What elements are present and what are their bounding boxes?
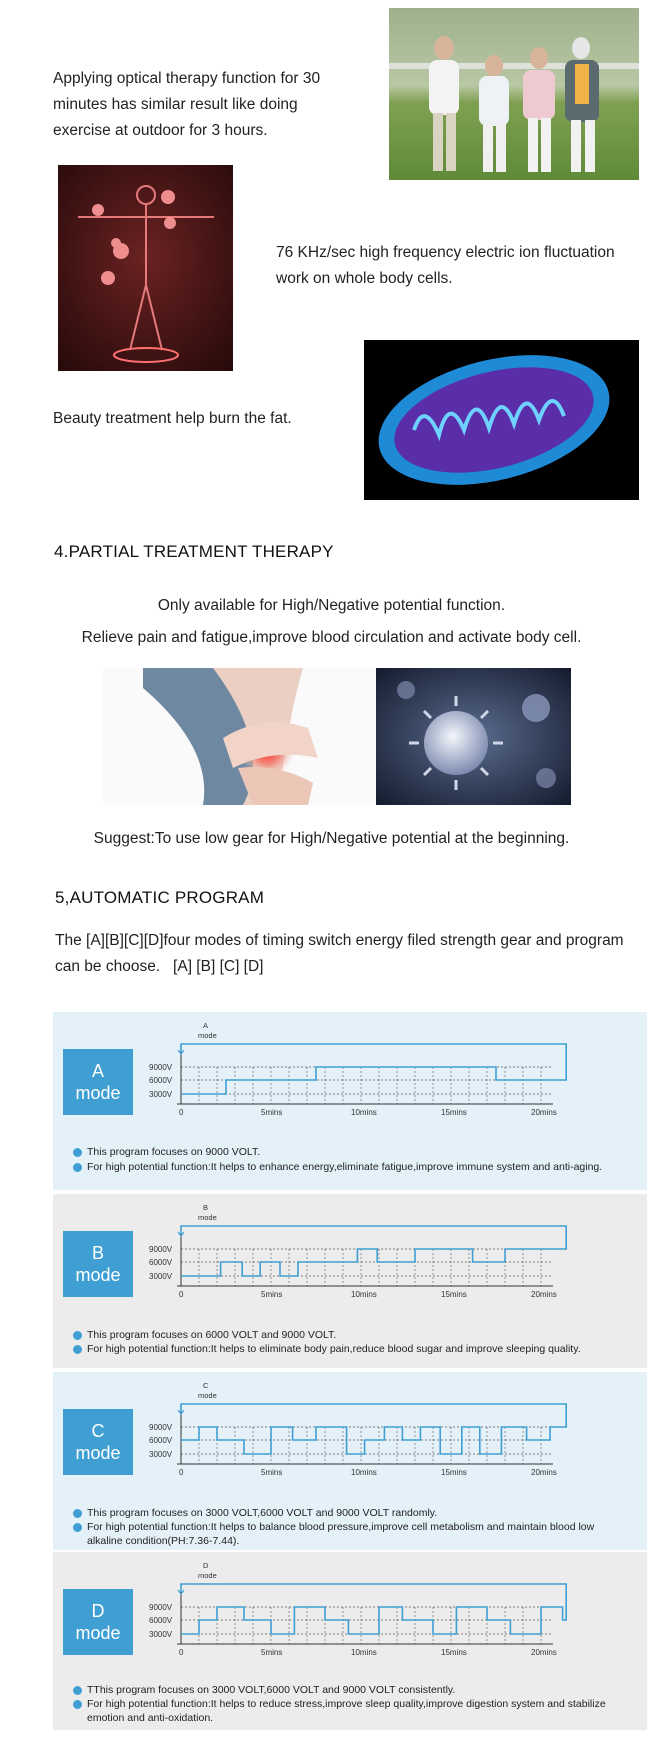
x-tick-label: 10mins xyxy=(351,1290,377,1299)
bullet-dot xyxy=(73,1345,82,1354)
mode-c-chart xyxy=(53,1372,647,1492)
waveform-series xyxy=(181,1226,566,1276)
x-tick-label: 20mins xyxy=(531,1290,557,1299)
mitochondria-illustration xyxy=(364,340,639,500)
mode-d-bullet-1: TThis program focuses on 3000 VOLT,6000 VOLT and 9000 VOLT consistently. xyxy=(87,1684,456,1696)
mode-b-bullet-1: This program focuses on 6000 VOLT and 9000 VOLT. xyxy=(87,1329,337,1341)
y-tick-label: 3000V xyxy=(149,1450,173,1459)
x-tick-label: 15mins xyxy=(441,1468,467,1477)
ion-fluctuation-text: 76 KHz/sec high frequency electric ion fluctuation work on whole body cells. xyxy=(276,244,615,287)
y-tick-label: 6000V xyxy=(149,1258,173,1267)
bullet-dot xyxy=(73,1148,82,1157)
optical-therapy-text: Applying optical therapy function for 30 minutes has similar result like doing exercise at outdoor for 3 hours. xyxy=(53,70,321,139)
x-tick-label: 20mins xyxy=(531,1648,557,1657)
x-tick-label: 5mins xyxy=(261,1290,283,1299)
bullet-dot xyxy=(73,1700,82,1709)
bullet-dot xyxy=(73,1163,82,1172)
y-tick-label: 6000V xyxy=(149,1616,173,1625)
x-tick-label: 10mins xyxy=(351,1108,377,1117)
burn-fat-text: Beauty treatment help burn the fat. xyxy=(53,410,292,427)
availability-note: Only available for High/Negative potential function. xyxy=(157,597,506,614)
waveform-series xyxy=(181,1584,566,1634)
x-tick-label: 15mins xyxy=(441,1108,467,1117)
mode-a-bullet-2: For high potential function:It helps to enhance energy,eliminate fatigue,improve immune system and anti-aging. xyxy=(87,1161,603,1173)
virus-cell-image xyxy=(376,668,571,805)
elderly-walking-photo xyxy=(389,8,639,180)
mode-d-chart xyxy=(53,1552,647,1672)
chart-mode-letter: C xyxy=(203,1381,209,1390)
mode-d-panel xyxy=(53,1552,647,1730)
x-tick-label: 5mins xyxy=(261,1648,283,1657)
y-tick-label: 6000V xyxy=(149,1436,173,1445)
bullet-dot xyxy=(73,1331,82,1340)
chart-mode-title: mode xyxy=(198,1571,217,1580)
mode-d-bullet-2: For high potential function:It helps to reduce stress,improve sleep quality,improve digestion system and stabilize emotion and anti-oxidation. xyxy=(87,1698,606,1724)
x-tick-label: 0 xyxy=(179,1468,184,1477)
y-tick-label: 6000V xyxy=(149,1076,173,1085)
x-tick-label: 20mins xyxy=(531,1468,557,1477)
x-tick-label: 5mins xyxy=(261,1468,283,1477)
chart-mode-letter: D xyxy=(203,1561,209,1570)
x-tick-label: 0 xyxy=(179,1648,184,1657)
mode-a-bullet-1: This program focuses on 9000 VOLT. xyxy=(87,1146,261,1158)
x-tick-label: 0 xyxy=(179,1108,184,1117)
suggestion-note: Suggest:To use low gear for High/Negative potential at the beginning. xyxy=(93,830,570,847)
partial-treatment-title: 4.PARTIAL TREATMENT THERAPY xyxy=(54,542,334,561)
chart-mode-title: mode xyxy=(198,1391,217,1400)
chart-mode-letter: A xyxy=(203,1021,209,1030)
mode-b-panel xyxy=(53,1194,647,1368)
waveform-series xyxy=(181,1044,566,1094)
mode-c-panel xyxy=(53,1372,647,1550)
x-tick-label: 15mins xyxy=(441,1648,467,1657)
x-tick-label: 10mins xyxy=(351,1468,377,1477)
waveform-series xyxy=(181,1404,566,1454)
mode-a-badge-letter: A xyxy=(91,1061,104,1081)
x-tick-label: 20mins xyxy=(531,1108,557,1117)
relief-note: Relieve pain and fatigue,improve blood circulation and activate body cell. xyxy=(81,629,582,646)
knee-pain-photo xyxy=(103,668,376,805)
chart-mode-letter: B xyxy=(203,1203,209,1212)
chart-mode-title: mode xyxy=(198,1031,217,1040)
x-tick-label: 10mins xyxy=(351,1648,377,1657)
automatic-program-description: The [A][B][C][D]four modes of timing switch energy filed strength gear and program can be choose. [A] [B] [C] [D] xyxy=(55,932,624,975)
y-tick-label: 9000V xyxy=(149,1063,173,1072)
body-cells-illustration xyxy=(58,165,233,371)
y-tick-label: 3000V xyxy=(149,1090,173,1099)
y-tick-label: 9000V xyxy=(149,1603,173,1612)
mode-c-bullet-2: For high potential function:It helps to balance blood pressure,improve cell metabolism and maintain blood low alkaline condition(PH:7.36-7.44). xyxy=(87,1521,595,1547)
mode-d-badge-letter: D xyxy=(91,1601,105,1621)
x-tick-label: 5mins xyxy=(261,1108,283,1117)
bullet-dot xyxy=(73,1509,82,1518)
x-tick-label: 0 xyxy=(179,1290,184,1299)
automatic-program-title: 5,AUTOMATIC PROGRAM xyxy=(55,888,265,907)
y-tick-label: 3000V xyxy=(149,1630,173,1639)
mode-a-panel xyxy=(53,1012,647,1190)
mode-c-bullet-1: This program focuses on 3000 VOLT,6000 VOLT and 9000 VOLT randomly. xyxy=(87,1507,438,1519)
bullet-dot xyxy=(73,1686,82,1695)
y-tick-label: 3000V xyxy=(149,1272,173,1281)
mode-a-chart xyxy=(53,1012,647,1132)
mode-b-bullet-2: For high potential function:It helps to eliminate body pain,reduce blood sugar and improve sleeping quality. xyxy=(87,1343,581,1355)
bullet-dot xyxy=(73,1523,82,1532)
chart-mode-title: mode xyxy=(198,1213,217,1222)
mode-c-badge-word: mode xyxy=(75,1443,121,1463)
mode-b-badge-word: mode xyxy=(75,1265,121,1285)
y-tick-label: 9000V xyxy=(149,1245,173,1254)
mode-a-badge-word: mode xyxy=(75,1083,121,1103)
mode-c-badge-letter: C xyxy=(91,1421,105,1441)
x-tick-label: 15mins xyxy=(441,1290,467,1299)
y-tick-label: 9000V xyxy=(149,1423,173,1432)
mode-b-chart xyxy=(53,1194,647,1314)
mode-d-badge-word: mode xyxy=(75,1623,121,1643)
mode-b-badge-letter: B xyxy=(91,1243,104,1263)
